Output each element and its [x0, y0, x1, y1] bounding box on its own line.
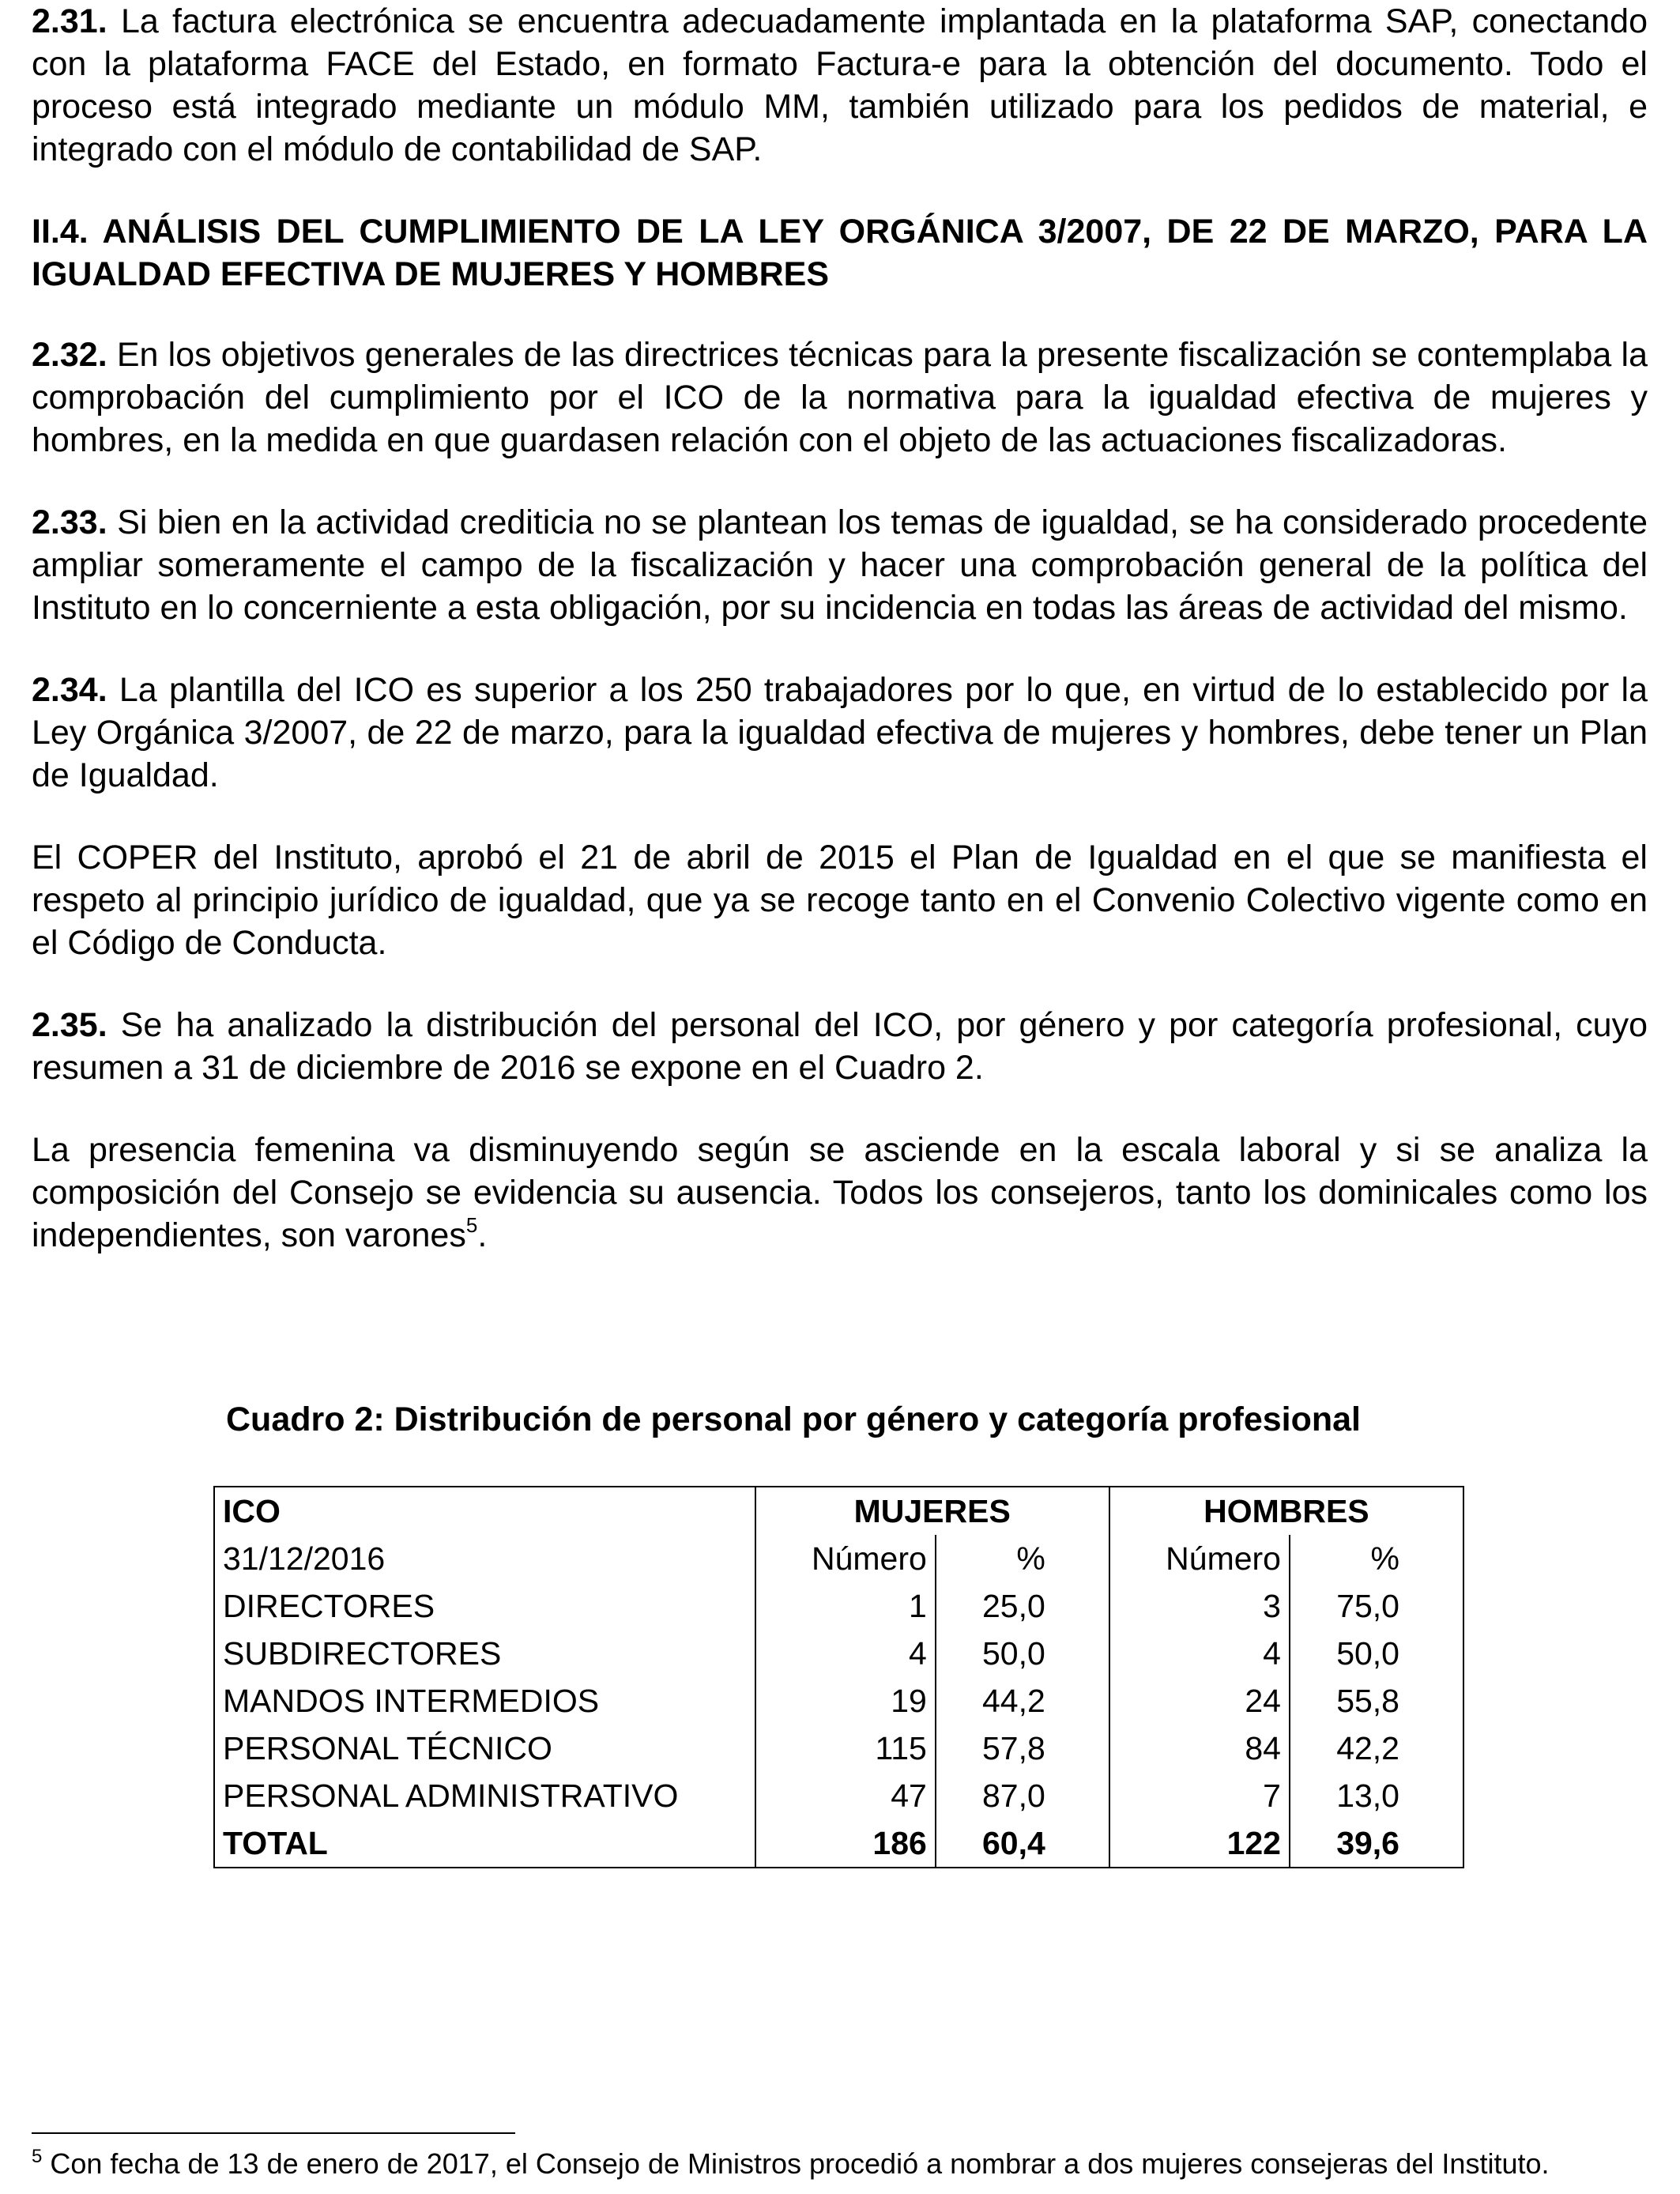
table-title: Cuadro 2: Distribución de personal por género y categoría profesional: [226, 1400, 1361, 1438]
footnote-marker: 5: [32, 2146, 43, 2167]
paragraph-female-presence: [32, 1129, 1648, 1257]
row-women-number: 19: [755, 1677, 936, 1725]
row-women-percent: 44,2: [936, 1677, 1109, 1725]
paragraph-number: 2.31.: [32, 2, 107, 40]
row-men-percent: 50,0: [1290, 1630, 1463, 1677]
header-women: MUJERES: [755, 1487, 1109, 1535]
header-men-number: Número: [1109, 1535, 1290, 1582]
row-women-percent: 50,0: [936, 1630, 1109, 1677]
paragraph-text: En los objetivos generales de las directrices técnicas para la presente fiscalización se contemplaba la comprobación del cumplimiento por el ICO de la normativa para la igualdad efectiva de mujeres y hombres, en la medida en que guardasen relación con el objeto de las actuaciones fiscalizadoras.: [32, 336, 1648, 459]
header-men: HOMBRES: [1109, 1487, 1463, 1535]
row-women-number: 47: [755, 1772, 936, 1819]
table-row: [214, 1677, 1463, 1725]
paragraph-2-31: [32, 0, 1648, 171]
paragraph-2-34: [32, 669, 1648, 797]
paragraph-text: Se ha analizado la distribución del personal del ICO, por género y por categoría profesional, cuyo resumen a 31 de diciembre de 2016 se expone en el Cuadro 2.: [32, 1006, 1648, 1087]
total-category: TOTAL: [214, 1819, 755, 1868]
paragraph-2-32: [32, 334, 1648, 462]
header-women-percent: %: [936, 1535, 1109, 1582]
paragraph-text: La factura electrónica se encuentra adecuadamente implantada en la plataforma SAP, conectando con la plataforma FACE del Estado, en formato Factura-e para la obtención del documento. Todo el proceso está integrado mediante un módulo MM, también utilizado para los pedidos de material, e integrado con el módulo de contabilidad de SAP.: [32, 2, 1648, 168]
total-men-percent: 39,6: [1290, 1819, 1463, 1868]
row-category: DIRECTORES: [214, 1582, 755, 1630]
row-men-number: 7: [1109, 1772, 1290, 1819]
paragraph-number: 2.33.: [32, 503, 107, 541]
table-subheader-row: [214, 1535, 1463, 1582]
paragraph-text: La presencia femenina va disminuyendo según se asciende en la escala laboral y si se analiza la composición del Consejo se evidencia su ausencia. Todos los consejeros, tanto los dominicales como los independientes, son varones: [32, 1131, 1648, 1254]
row-category: PERSONAL ADMINISTRATIVO: [214, 1772, 755, 1819]
table-row: [214, 1630, 1463, 1677]
paragraph-tail: .: [477, 1216, 488, 1254]
total-women-percent: 60,4: [936, 1819, 1109, 1868]
row-women-percent: 25,0: [936, 1582, 1109, 1630]
paragraph-number: 2.32.: [32, 336, 107, 374]
document-body: [32, 0, 1648, 1257]
distribution-table: [213, 1486, 1464, 1868]
row-women-percent: 87,0: [936, 1772, 1109, 1819]
paragraph-text: Si bien en la actividad crediticia no se plantean los temas de igualdad, se ha considerado procedente ampliar someramente el campo de la fiscalización y hacer una comprobación general de la política del Instituto en lo concerniente a esta obligación, por su incidencia en todas las áreas de actividad del mismo.: [32, 503, 1648, 627]
total-men-number: 122: [1109, 1819, 1290, 1868]
table-row: [214, 1582, 1463, 1630]
section-heading: II.4. ANÁLISIS DEL CUMPLIMIENTO DE LA LEY ORGÁNICA 3/2007, DE 22 DE MARZO, PARA LA IGUALDAD EFECTIVA DE MUJERES Y HOMBRES: [32, 213, 1648, 293]
row-men-number: 24: [1109, 1677, 1290, 1725]
row-category: MANDOS INTERMEDIOS: [214, 1677, 755, 1725]
footnote-divider: [32, 2132, 515, 2134]
row-men-number: 4: [1109, 1630, 1290, 1677]
row-men-percent: 55,8: [1290, 1677, 1463, 1725]
paragraph-number: 2.35.: [32, 1006, 107, 1044]
table-header-row: [214, 1487, 1463, 1535]
row-men-number: 84: [1109, 1725, 1290, 1772]
paragraph-text: La plantilla del ICO es superior a los 250 trabajadores por lo que, en virtud de lo establecido por la Ley Orgánica 3/2007, de 22 de marzo, para la igualdad efectiva de mujeres y hombres, debe tener un Plan de Igualdad.: [32, 671, 1648, 794]
table-total-row: [214, 1819, 1463, 1868]
row-women-number: 1: [755, 1582, 936, 1630]
row-category: SUBDIRECTORES: [214, 1630, 755, 1677]
header-date: 31/12/2016: [214, 1535, 755, 1582]
footnote: [32, 2147, 1648, 2181]
paragraph-coper: [32, 836, 1648, 964]
table-row: [214, 1772, 1463, 1819]
header-entity: ICO: [214, 1487, 755, 1535]
table-row: [214, 1725, 1463, 1772]
row-women-number: 115: [755, 1725, 936, 1772]
total-women-number: 186: [755, 1819, 936, 1868]
paragraph-text: El COPER del Instituto, aprobó el 21 de abril de 2015 el Plan de Igualdad en el que se manifiesta el respeto al principio jurídico de igualdad, que ya se recoge tanto en el Convenio Colectivo vigente como en el Código de Conducta.: [32, 839, 1648, 962]
row-men-percent: 13,0: [1290, 1772, 1463, 1819]
header-men-percent: %: [1290, 1535, 1463, 1582]
paragraph-2-35: [32, 1004, 1648, 1089]
row-women-percent: 57,8: [936, 1725, 1109, 1772]
paragraph-2-33: [32, 501, 1648, 629]
row-men-percent: 75,0: [1290, 1582, 1463, 1630]
paragraph-number: 2.34.: [32, 671, 107, 709]
header-women-number: Número: [755, 1535, 936, 1582]
row-category: PERSONAL TÉCNICO: [214, 1725, 755, 1772]
row-women-number: 4: [755, 1630, 936, 1677]
footnote-text: Con fecha de 13 de enero de 2017, el Consejo de Ministros procedió a nombrar a dos mujeres consejeras del Instituto.: [50, 2147, 1550, 2180]
row-men-percent: 42,2: [1290, 1725, 1463, 1772]
footnote-reference[interactable]: 5: [465, 1213, 478, 1237]
row-men-number: 3: [1109, 1582, 1290, 1630]
